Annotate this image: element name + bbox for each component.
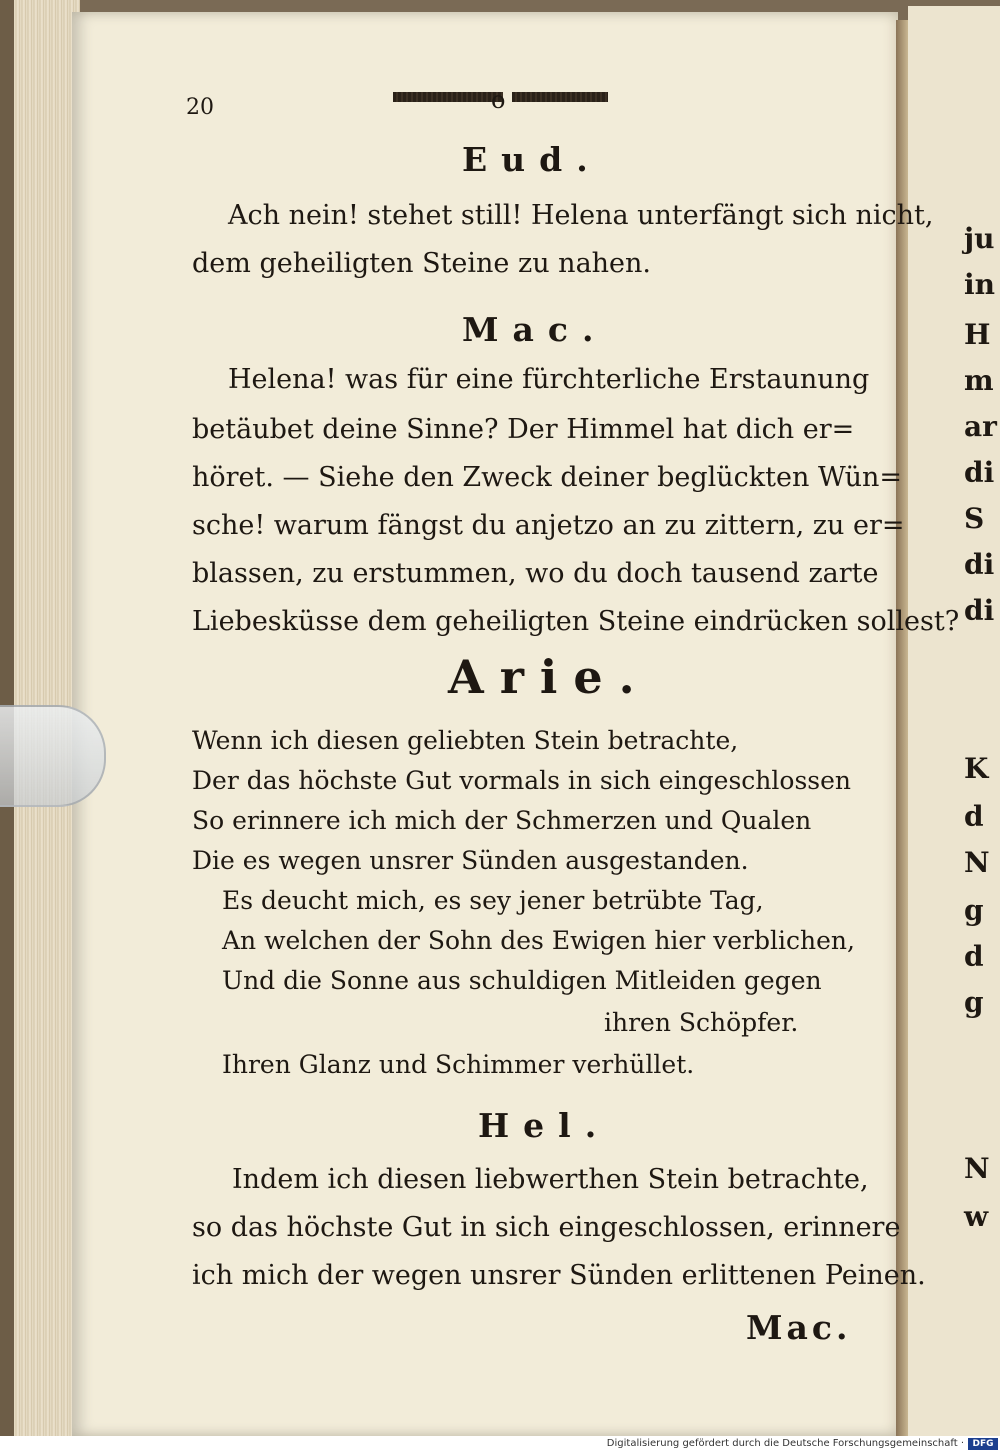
- facing-page-fragment: di: [964, 456, 995, 489]
- facing-page-fragment: in: [964, 268, 995, 301]
- text-line: Ach nein! stehet still! Helena unterfängt sich nicht,: [228, 200, 934, 231]
- facing-page-fragment: di: [964, 548, 995, 581]
- facing-page-fragment: di: [964, 594, 995, 627]
- text-line: blassen, zu erstummen, wo du doch tausend zarte: [192, 558, 879, 589]
- verse-line-continuation: ihren Schöpfer.: [604, 1008, 799, 1037]
- text-line: höret. — Siehe den Zweck deiner beglückten Wün=: [192, 462, 903, 493]
- verse-line: So erinnere ich mich der Schmerzen und Qualen: [192, 806, 812, 835]
- facing-page-fragment: K: [964, 752, 989, 785]
- page-number: 20: [186, 95, 214, 120]
- header-rule-left: [393, 92, 503, 102]
- verse-line: Und die Sonne aus schuldigen Mitleiden gegen: [222, 966, 822, 995]
- text-line: Indem ich diesen liebwerthen Stein betrachte,: [232, 1164, 869, 1195]
- facing-page-fragment: d: [964, 940, 984, 973]
- text-line: betäubet deine Sinne? Der Himmel hat dich er=: [192, 414, 855, 445]
- text-line: Helena! was für eine fürchterliche Erstaunung: [228, 364, 870, 395]
- header-rule-right: [512, 92, 608, 102]
- verse-line: Wenn ich diesen geliebten Stein betrachte,: [192, 726, 739, 755]
- text-line: ich mich der wegen unsrer Sünden erlittenen Peinen.: [192, 1260, 926, 1291]
- text-line: sche! warum fängst du anjetzo an zu zittern, zu er=: [192, 510, 905, 541]
- facing-page-fragment: ar: [964, 410, 997, 443]
- facing-page-fragment: g: [964, 986, 984, 1019]
- speaker-eud: Eud.: [462, 140, 602, 179]
- facing-page-fragment: N: [964, 846, 990, 879]
- page-clip: [0, 705, 106, 807]
- verse-line: Der das höchste Gut vormals in sich eingeschlossen: [192, 766, 852, 795]
- facing-page-fragment: H: [964, 318, 991, 351]
- facing-page-fragment: g: [964, 894, 984, 927]
- facing-page-fragment: S: [964, 502, 985, 535]
- speaker-mac: Mac.: [462, 310, 608, 349]
- catchword: Mac.: [746, 1308, 852, 1347]
- footer-credit: Digitalisierung gefördert durch die Deutsche Forschungsgemeinschaft ·: [606, 1438, 964, 1449]
- dfg-logo: DFG: [968, 1438, 998, 1450]
- facing-page-fragment: d: [964, 800, 984, 833]
- verse-line: Es deucht mich, es sey jener betrübte Tag,: [222, 886, 764, 915]
- facing-page-fragment: ju: [964, 222, 995, 255]
- verse-line: Ihren Glanz und Schimmer verhüllet.: [222, 1050, 695, 1079]
- header-ornament: o: [491, 86, 506, 114]
- text-line: so das höchste Gut in sich eingeschlossen, erinnere: [192, 1212, 901, 1243]
- verse-line: An welchen der Sohn des Ewigen hier verblichen,: [222, 926, 855, 955]
- text-line: dem geheiligten Steine zu nahen.: [192, 248, 651, 279]
- facing-page-fragment: m: [964, 364, 994, 397]
- verse-line: Die es wegen unsrer Sünden ausgestanden.: [192, 846, 749, 875]
- facing-page-fragment: w: [964, 1200, 989, 1233]
- speaker-hel: Hel.: [478, 1106, 611, 1145]
- facing-page-fragment: N: [964, 1152, 990, 1185]
- text-line: Liebesküsse dem geheiligten Steine eindrücken sollest?: [192, 606, 960, 637]
- aria-heading: Arie.: [448, 650, 651, 704]
